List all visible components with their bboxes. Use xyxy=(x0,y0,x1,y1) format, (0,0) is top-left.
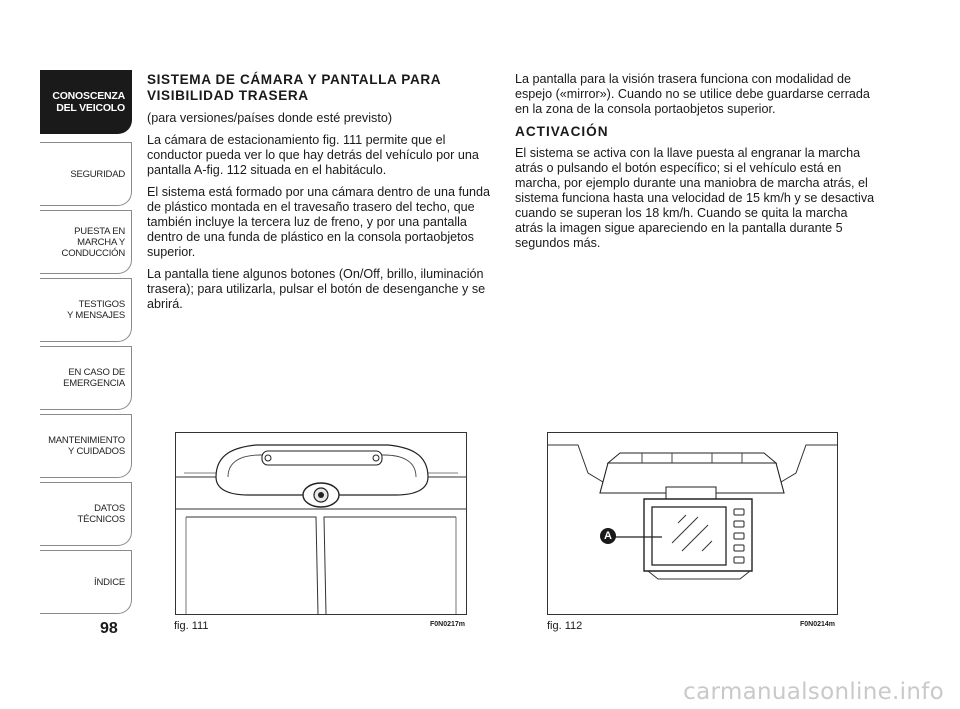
tab-mantenimiento[interactable]: MANTENIMIENTO Y CUIDADOS xyxy=(40,414,132,478)
figure-111-camera xyxy=(175,432,467,615)
paragraph: La pantalla tiene algunos botones (On/Off, brillo, iluminación trasera); para utilizarla, pulsar el botón de desenganche y se abrirá. xyxy=(147,267,486,311)
tab-en-caso-de-emergencia[interactable]: EN CASO DE EMERGENCIA xyxy=(40,346,132,410)
tab-indice[interactable]: ÍNDICE xyxy=(40,550,132,614)
section-subtitle: (para versiones/países donde esté previsto) xyxy=(147,111,393,125)
paragraph: La cámara de estacionamiento fig. 111 permite que el conductor pueda ver lo que hay detrás del vehículo por una pantalla A-fig. 112 situada en el habitáculo. xyxy=(147,133,479,177)
tab-datos-tecnicos[interactable]: DATOS TÉCNICOS xyxy=(40,482,132,546)
figure-112-caption: fig. 112 xyxy=(547,620,583,632)
camera-illustration xyxy=(176,433,466,614)
display-illustration xyxy=(548,433,837,614)
figure-112-display xyxy=(547,432,838,615)
paragraph: El sistema se activa con la llave puesta al engranar la marcha atrás o pulsando el botón específico; si el vehículo está en marcha, por ejemplo durante una maniobra de marcha atrás, el sistema funciona hasta una velocidad de 15 km/h y se desactiva cuando se superan los 18 km/h. Cuando se quita la marcha atrás la imagen sigue apareciendo en la pantalla durante 5 segundos más. xyxy=(515,146,875,250)
figure-111-caption: fig. 111 xyxy=(174,620,209,632)
callout-label-a: A xyxy=(600,528,616,544)
page-number: 98 xyxy=(100,620,118,637)
right-text-column xyxy=(515,72,875,258)
left-text-column xyxy=(147,72,497,319)
figure-112-code: F0N0214m xyxy=(800,621,836,628)
figure-111-code: F0N0217m xyxy=(430,621,466,628)
tab-conoscenza-del-veicolo[interactable]: CONOSCENZA DEL VEICOLO xyxy=(40,70,132,134)
section-title: SISTEMA DE CÁMARA Y PANTALLA PARA VISIBILIDAD TRASERA xyxy=(147,72,441,103)
tab-puesta-en-marcha[interactable]: PUESTA EN MARCHA Y CONDUCCIÓN xyxy=(40,210,132,274)
paragraph: La pantalla para la visión trasera funciona con modalidad de espejo («mirror»). Cuando no se utilice debe guardarse cerrada en la zona de la consola portaobjetos superior. xyxy=(515,72,870,116)
tab-testigos[interactable]: TESTIGOS Y MENSAJES xyxy=(40,278,132,342)
tab-seguridad[interactable]: SEGURIDAD xyxy=(40,142,132,206)
watermark: carmanualsonline.info xyxy=(683,679,944,705)
subsection-heading: ACTIVACIÓN xyxy=(515,124,609,139)
paragraph: El sistema está formado por una cámara dentro de una funda de plástico montada en el travesaño trasero del techo, que también incluye la tercera luz de freno, y por una pantalla dentro de una funda de plástico en la consola portaobjetos superior. xyxy=(147,185,491,259)
